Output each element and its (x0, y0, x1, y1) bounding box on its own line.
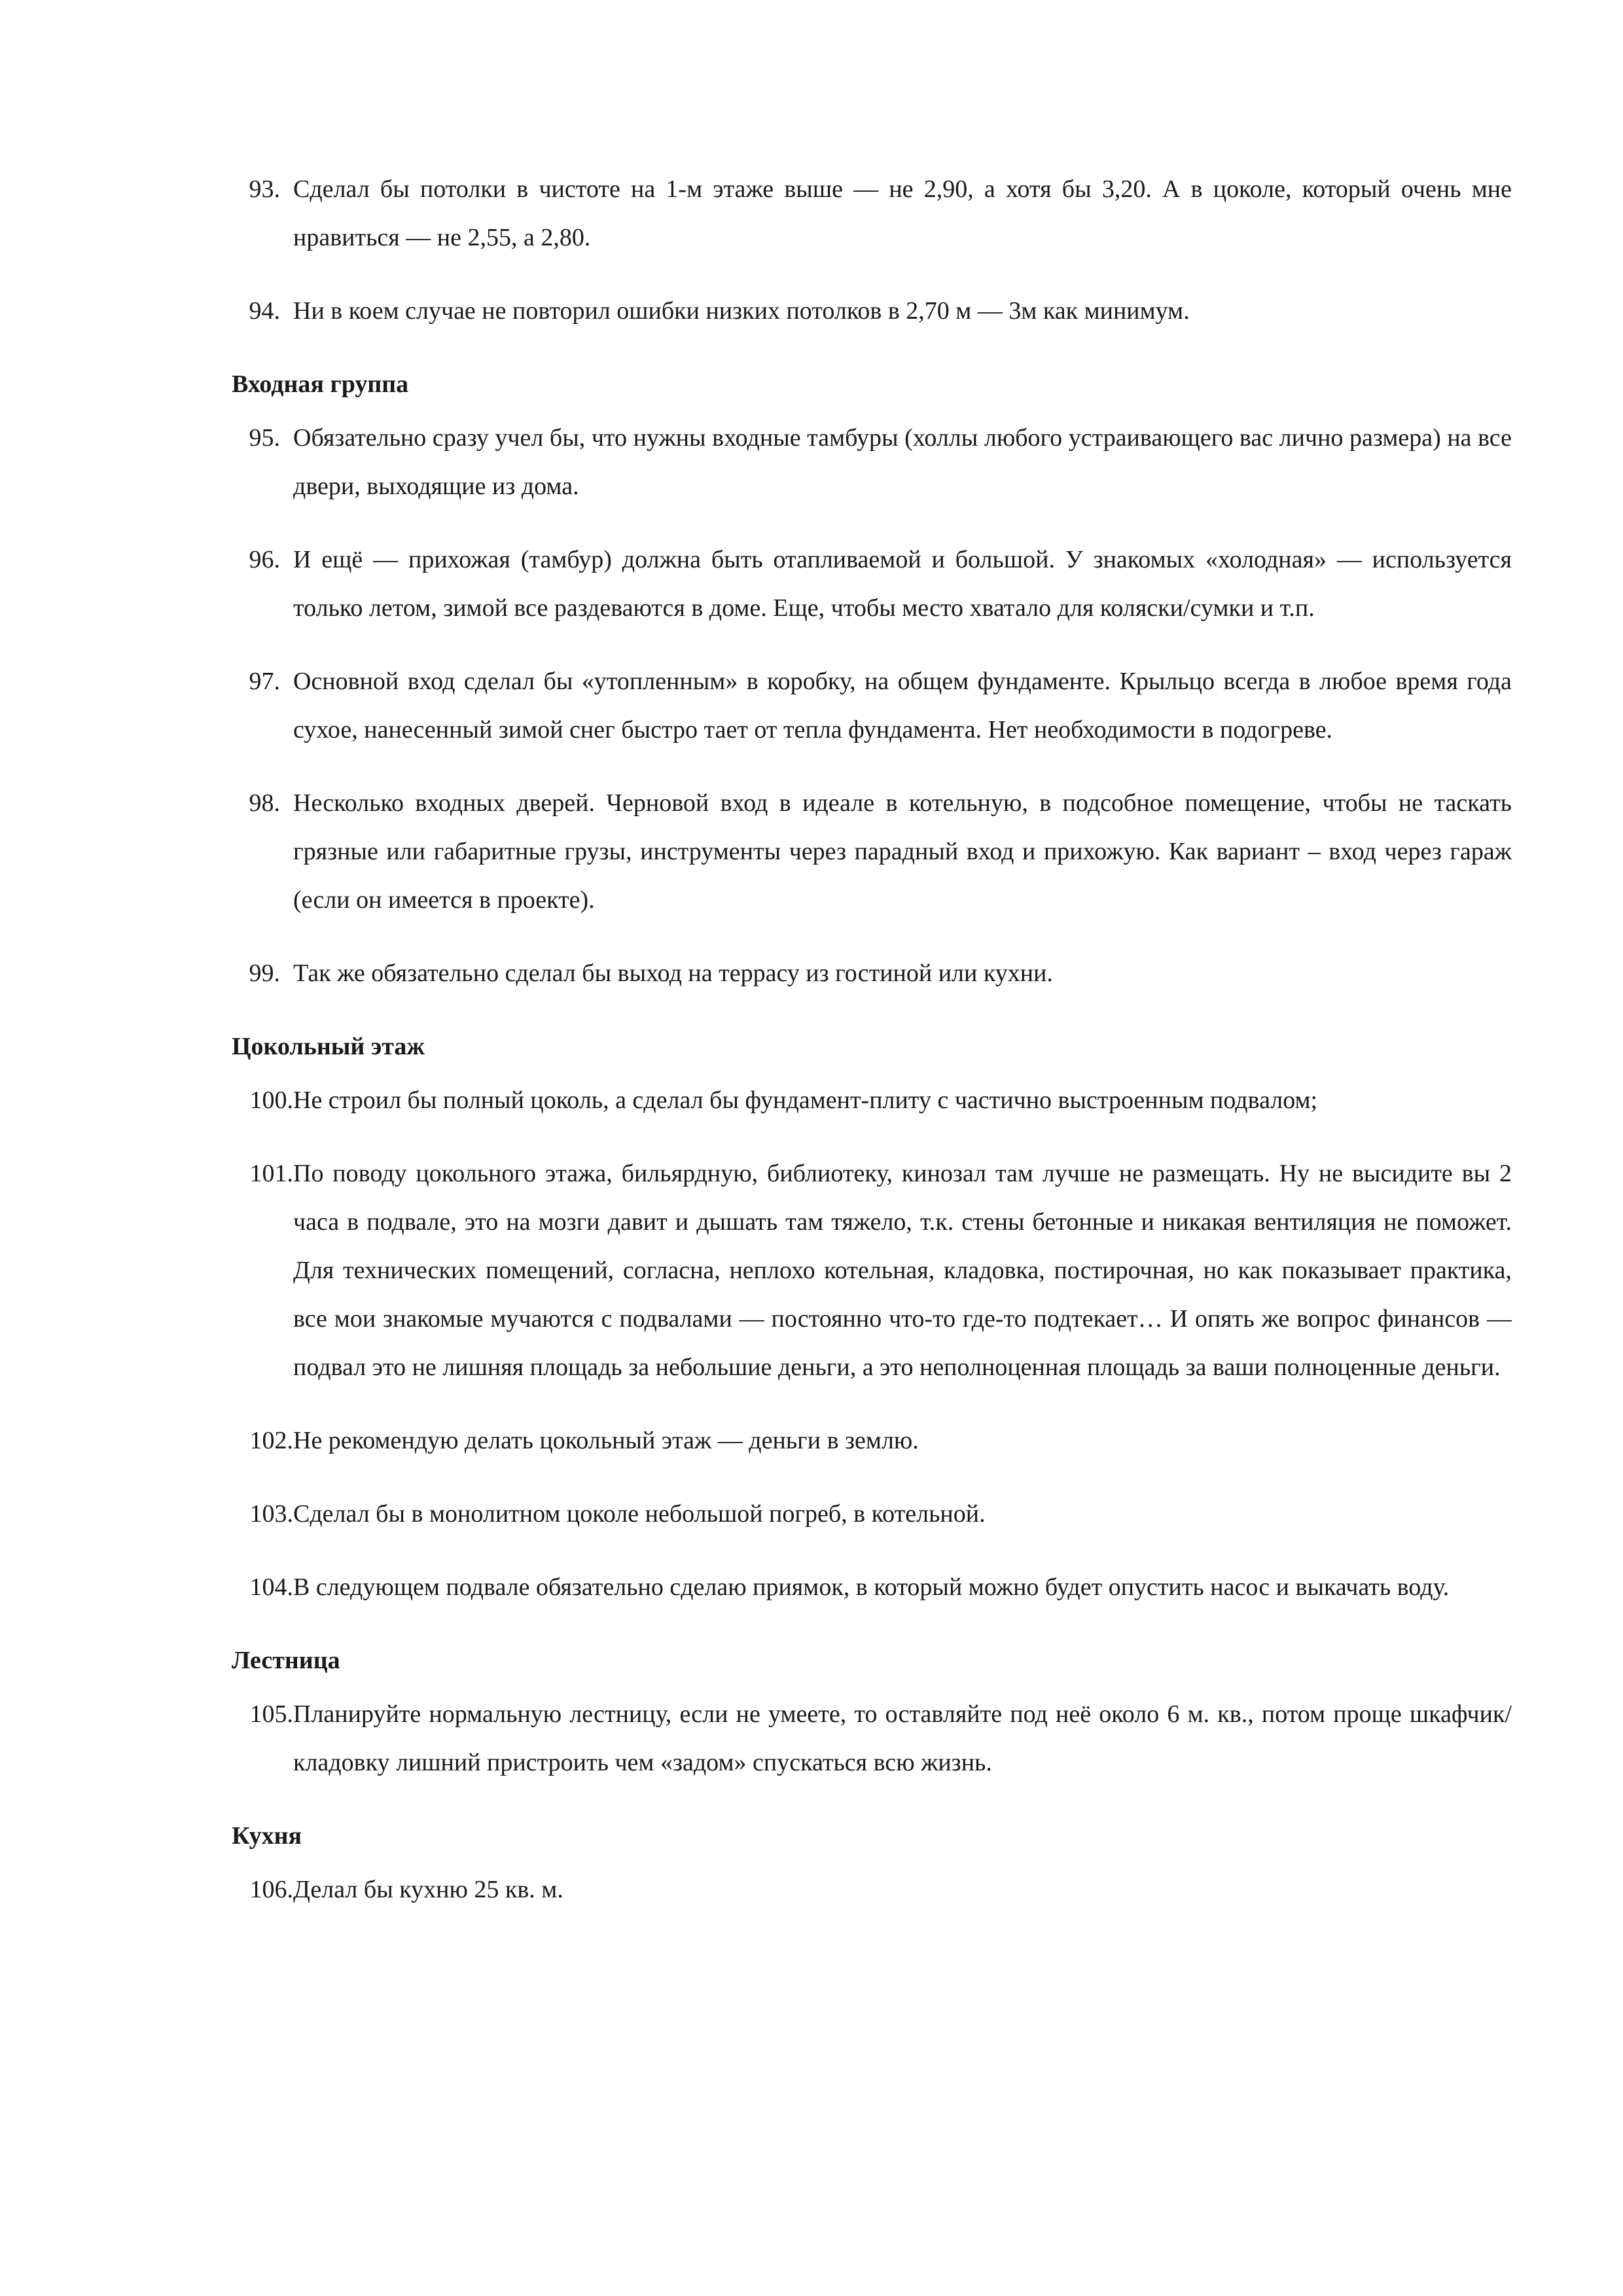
item-text: Ни в коем случае не повторил ошибки низких потолков в 2,70 м — 3м как минимум. (293, 297, 1190, 325)
item-number: 101. (249, 1160, 293, 1187)
item-number: 100. (249, 1086, 293, 1114)
item-text: Так же обязательно сделал бы выход на террасу из гостиной или кухни. (293, 960, 1053, 987)
item-number: 106. (249, 1876, 293, 1903)
item-text: В следующем подвале обязательно сделаю приямок, в который можно будет опустить насос и выкачать воду. (293, 1573, 1450, 1601)
item-number: 103. (249, 1500, 293, 1528)
list-item (232, 1490, 1512, 1538)
section-heading-basement: Цокольный этаж (232, 1033, 425, 1060)
list-item (232, 287, 1512, 335)
list-item (232, 1076, 1512, 1124)
item-number: 96. (249, 546, 280, 573)
item-number: 93. (249, 175, 280, 203)
item-text: Несколько входных дверей. Черновой вход в идеале в котельную, в подсобное помещение, чтобы не таскать грязные или габаритные грузы, инструменты через парадный вход и прихожую. Как вариант – вход через гараж (если он имеется в проекте). (293, 789, 1512, 914)
item-text: Делал бы кухню 25 кв. м. (293, 1876, 563, 1903)
item-text: Не строил бы полный цоколь, а сделал бы фундамент-плиту с частично выстроенным подвалом; (293, 1086, 1318, 1114)
item-number: 97. (249, 668, 280, 695)
list-item (232, 1563, 1512, 1611)
list-item (232, 1690, 1512, 1787)
item-number: 104. (249, 1573, 293, 1601)
list-item (232, 165, 1512, 262)
list-item (232, 1865, 1512, 1914)
item-text: Сделал бы в монолитном цоколе небольшой погреб, в котельной. (293, 1500, 986, 1528)
item-text: Сделал бы потолки в чистоте на 1-м этаже выше — не 2,90, а хотя бы 3,20. А в цоколе, который очень мне нравиться — не 2,55, а 2,80. (293, 175, 1512, 251)
list-item (232, 1149, 1512, 1391)
section-heading-stairs: Лестница (232, 1647, 340, 1674)
item-number: 99. (249, 960, 280, 987)
item-text: Планируйте нормальную лестницу, если не умеете, то оставляйте под неё около 6 м. кв., потом проще шкафчик/кладовку лишний пристроить чем «задом» спускаться всю жизнь. (293, 1700, 1512, 1776)
list-item (232, 657, 1512, 754)
item-text: Обязательно сразу учел бы, что нужны входные тамбуры (холлы любого устраивающего вас лично размера) на все двери, выходящие из дома. (293, 424, 1512, 500)
item-number: 102. (249, 1427, 293, 1454)
document-content (232, 165, 1512, 1939)
list-item (232, 535, 1512, 632)
list-item (232, 414, 1512, 511)
item-number: 94. (249, 297, 280, 325)
item-number: 105. (249, 1700, 293, 1728)
item-number: 95. (249, 424, 280, 452)
item-text: И ещё — прихожая (тамбур) должна быть отапливаемой и большой. У знакомых «холодная» — используется только летом, зимой все раздеваются в доме. Еще, чтобы место хватало для коляски/сумки и т.п. (293, 546, 1512, 622)
item-text: Основной вход сделал бы «утопленным» в коробку, на общем фундаменте. Крыльцо всегда в любое время года сухое, нанесенный зимой снег быстро тает от тепла фундамента. Нет необходимости в подогреве. (293, 668, 1512, 744)
item-text: По поводу цокольного этажа, бильярдную, библиотеку, кинозал там лучше не размещать. Ну не высидите вы 2 часа в подвале, это на мозги давит и дышать там тяжело, т.к. стены бетонные и никакая вентиляция не поможет. Для технических помещений, согласна, неплохо котельная, кладовка, постирочная, но как показывает практика, все мои знакомые мучаются с подвалами — постоянно что-то где-то подтекает… И опять же вопрос финансов — подвал это не лишняя площадь за небольшие деньги, а это неполноценная площадь за ваши полноценные деньги. (293, 1160, 1512, 1381)
item-text: Не рекомендую делать цокольный этаж — деньги в землю. (293, 1427, 919, 1454)
section-heading-kitchen: Кухня (232, 1822, 302, 1850)
item-number: 98. (249, 789, 280, 817)
list-item (232, 779, 1512, 924)
list-item (232, 949, 1512, 997)
list-item (232, 1416, 1512, 1465)
section-heading-entry: Входная группа (232, 370, 409, 398)
